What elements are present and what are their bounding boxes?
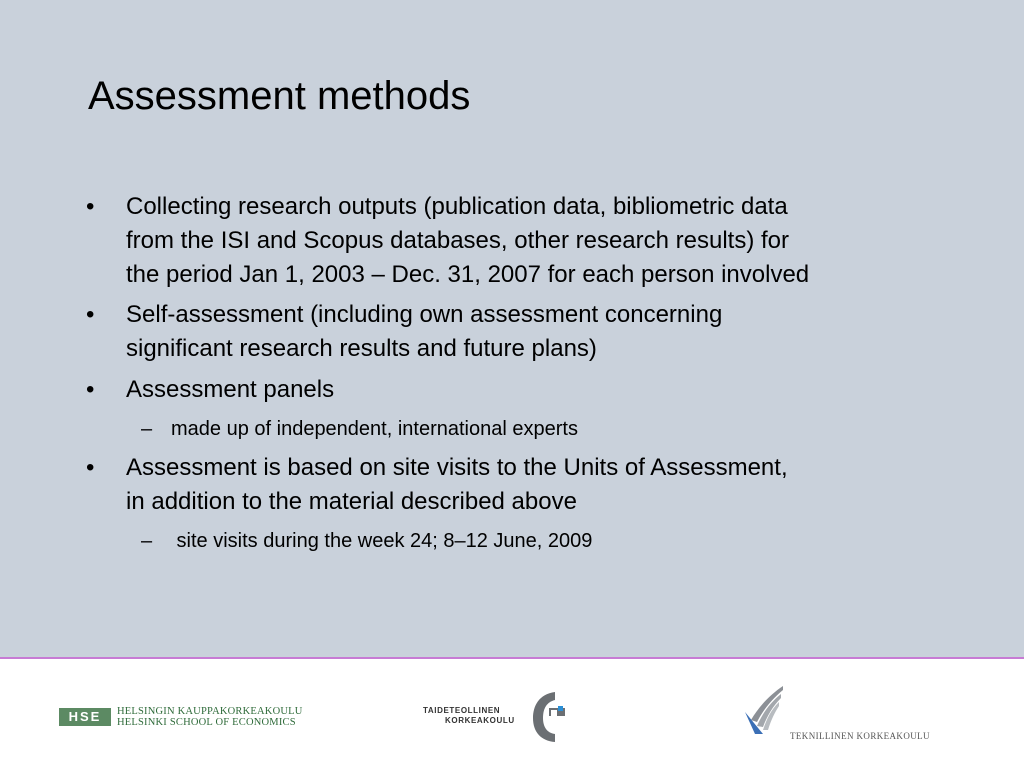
bullet-line: Assessment panels: [126, 376, 335, 403]
sub-bullet-item: [141, 415, 951, 443]
bullet-line: the period Jan 1, 2003 – Dec. 31, 2007 for each person involved: [126, 261, 810, 288]
bullet-symbol: •: [86, 193, 95, 220]
slide-title: Assessment methods: [88, 74, 471, 118]
bullet-line: Assessment is based on site visits to the Units of Assessment,: [126, 454, 788, 481]
bullet-item: [86, 451, 956, 519]
tkk-name: TEKNILLINEN KORKEAKOULU: [790, 731, 930, 741]
hse-logo: HSE: [59, 708, 111, 726]
sub-bullet-symbol: –: [141, 530, 153, 552]
hse-name: [117, 706, 303, 728]
bullet-line: significant research results and future plans): [126, 335, 597, 362]
bullet-line: Self-assessment (including own assessment concerning: [126, 301, 723, 328]
hse-name-line: HELSINGIN KAUPPAKORKEAKOULU: [117, 706, 303, 717]
hse-name-line: HELSINKI SCHOOL OF ECONOMICS: [117, 717, 296, 728]
tkk-logo-icon: [741, 684, 787, 740]
bullet-symbol: •: [86, 376, 95, 403]
bullet-item: [86, 373, 956, 407]
sub-bullet-line: made up of independent, international experts: [171, 418, 578, 440]
taik-logo-icon: [527, 688, 569, 744]
bullet-item: [86, 298, 956, 366]
bullet-symbol: •: [86, 301, 95, 328]
taik-name: [423, 706, 515, 726]
bullet-line: from the ISI and Scopus databases, other research results) for: [126, 227, 789, 254]
sub-bullet-line: site visits during the week 24; 8–12 June, 2009: [171, 530, 593, 552]
sub-bullet-item: [141, 527, 951, 555]
taik-name-line: KORKEAKOULU: [445, 716, 515, 725]
bullet-symbol: •: [86, 454, 95, 481]
bullet-line: Collecting research outputs (publication data, bibliometric data: [126, 193, 788, 220]
taik-name-line: TAIDETEOLLINEN: [423, 706, 501, 715]
bullet-line: in addition to the material described above: [126, 488, 577, 515]
bullet-item: [86, 190, 956, 292]
sub-bullet-symbol: –: [141, 418, 153, 440]
